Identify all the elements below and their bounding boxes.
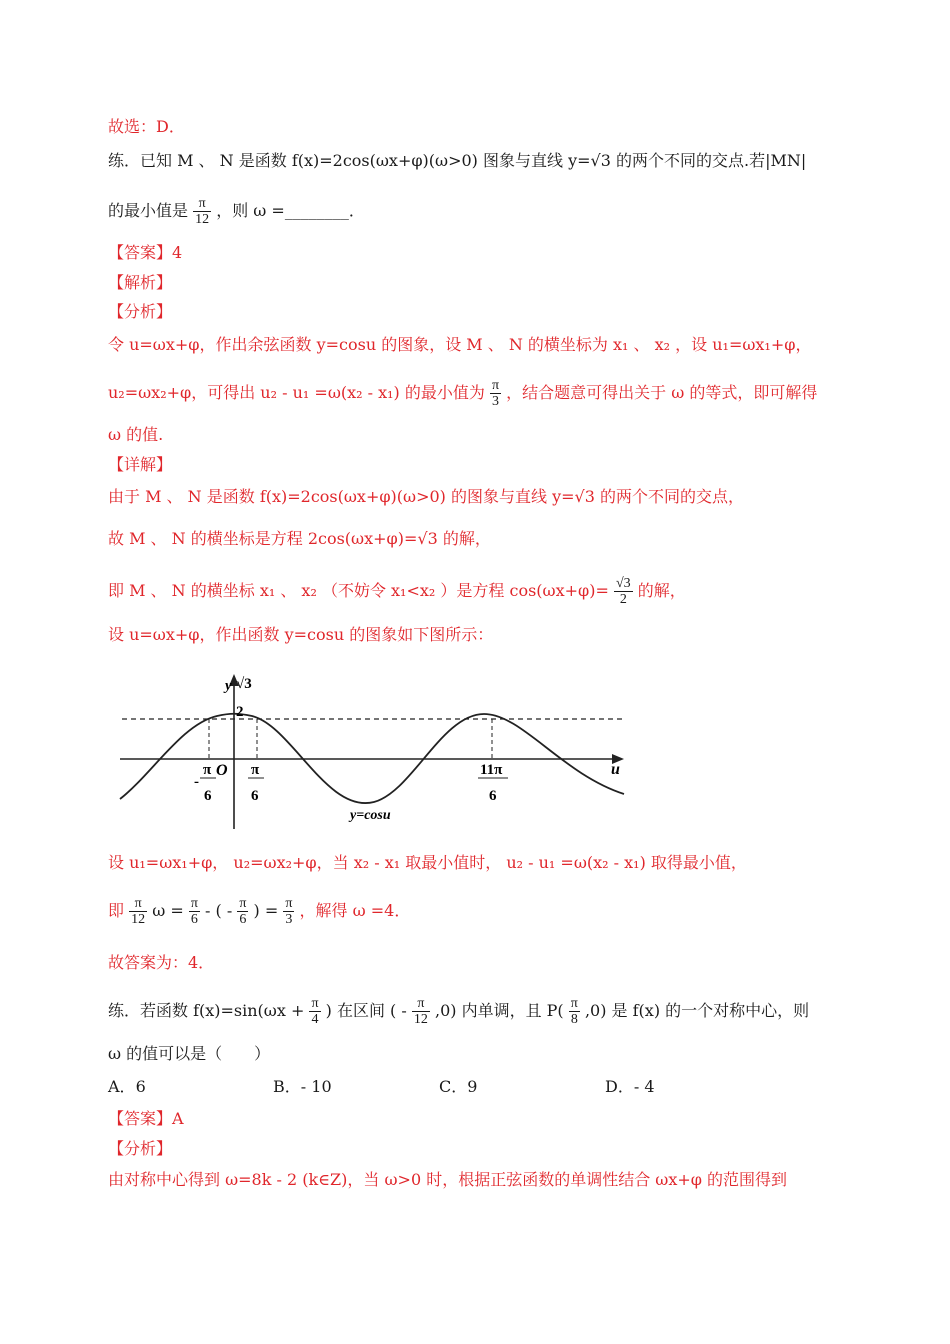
analysis2-line-1: 由对称中心得到 ω=8k - 2 (k∈Z)，当 ω>0 时，根据正弦函数的单调性结合 ωx+φ 的范围得到 [108,1170,788,1189]
detail-line-6: 即 $\frac{\pi}{12}$ ω = $\frac{\pi}{6}$ - ( - $\frac{\pi}{6}$ ) = $\frac{\pi}{3}$ ，解得 ω =4． [108,896,411,927]
eleven-pi6-num: 11π [480,762,503,778]
fraction-pi-12: $\frac{\pi}{12}$ [195,196,210,227]
answer-heading: 【答案】4 [108,243,183,262]
fraction-pi-6-b: $\frac{\pi}{6}$ [239,896,247,927]
u-label: u [611,761,620,778]
option-d[interactable]: D．- 4 [605,1077,655,1096]
two-label: 2 [236,704,244,720]
fraction-pi-4: $\frac{\pi}{4}$ [311,996,319,1027]
option-c[interactable]: C．9 [439,1077,478,1096]
fraction-pi-12-c: $\frac{\pi}{12}$ [413,996,428,1027]
detail-line-4: 设 u=ωx+φ，作出函数 y=cosu 的图象如下图所示： [108,625,494,644]
neg-sign: - [194,774,199,790]
option-a[interactable]: A．6 [108,1077,146,1096]
curve-label: y=cosu [350,808,391,823]
detail-line-5: 设 u₁=ωx₁+φ， u₂=ωx₂+φ，当 x₂ - x₁ 取最小值时， u₂ - u₁ =ω(x₂ - x₁) 取得最小值， [108,853,747,872]
problem2-question: ω 的值可以是（ ） [108,1044,271,1063]
detail-line-3: 即 M 、 N 的横坐标 x₁ 、 x₂ （不妨令 x₁<x₂ ）是方程 cos(ωx+φ)= $\frac{√3}{2}$ 的解， [108,576,686,607]
fraction-pi-6-a: $\frac{\pi}{6}$ [190,896,198,927]
fraction-pi-12-b: $\frac{\pi}{12}$ [131,896,146,927]
origin-label: O [216,762,228,779]
analysis-line-2: u₂=ωx₂+φ，可得出 u₂ - u₁ =ω(x₂ - x₁) 的最小值为 $\frac{\pi}{3}$ ，结合题意可得出关于 ω 的等式，即可解得 [108,378,818,409]
sqrt3-label: √3 [236,676,252,692]
neg-pi6-den: 6 [204,788,212,804]
option-b[interactable]: B．- 10 [273,1077,332,1096]
analysis-line-3: ω 的值. [108,425,164,444]
detail-line-2: 故 M 、 N 的横坐标是方程 2cos(ωx+φ)=√3 的解， [108,529,491,548]
pi6-den: 6 [251,788,259,804]
neg-pi6-num: π [203,762,212,778]
line-choice-d: 故选：D． [108,117,185,136]
fraction-pi-8: $\frac{\pi}{8}$ [570,996,578,1027]
detail-line-1: 由于 M 、 N 是函数 f(x)=2cos(ωx+φ)(ω>0) 的图象与直线 y=√3 的两个不同的交点， [108,487,744,506]
detail-heading: 【详解】 [108,455,173,474]
analysis-subheading: 【分析】 [108,302,173,321]
answer-final: 故答案为：4． [108,953,215,972]
fraction-pi-3: $\frac{\pi}{3}$ [491,378,500,409]
problem-continuation: 的最小值是 $\frac{\pi}{12}$ ，则 ω =________． [108,196,365,227]
analysis-heading: 【解析】 [108,273,173,292]
fraction-pi-3-b: $\frac{\pi}{3}$ [285,896,293,927]
fraction-sqrt3-2: $\frac{√3}{2}$ [615,576,631,607]
problem-text: 练．已知 M 、 N 是函数 f(x)=2cos(ωx+φ)(ω>0) 图象与直线 y=√3 的两个不同的交点.若|MN| [108,151,807,170]
analysis-line-1: 令 u=ωx+φ，作出余弦函数 y=cosu 的图象，设 M 、 N 的横坐标为 x₁ 、 x₂ ，设 u₁=ωx₁+φ， [108,335,812,354]
y-axis-label: y [225,678,232,694]
cosine-graph [112,664,632,829]
problem-intro [108,150,806,172]
eleven-pi6-den: 6 [489,788,497,804]
analysis2-heading: 【分析】 [108,1139,173,1158]
problem2-intro: 练．若函数 f(x)=sin(ωx + $\frac{\pi}{4}$ ) 在区间 ( - $\frac{\pi}{12}$ ,0) 内单调，且 P( $\frac{\pi}{8}$ ,0) 是 f(x) 的一个对称中心，则 [108,996,810,1027]
answer2-heading: 【答案】A [108,1109,184,1128]
pi6-num: π [251,762,260,778]
